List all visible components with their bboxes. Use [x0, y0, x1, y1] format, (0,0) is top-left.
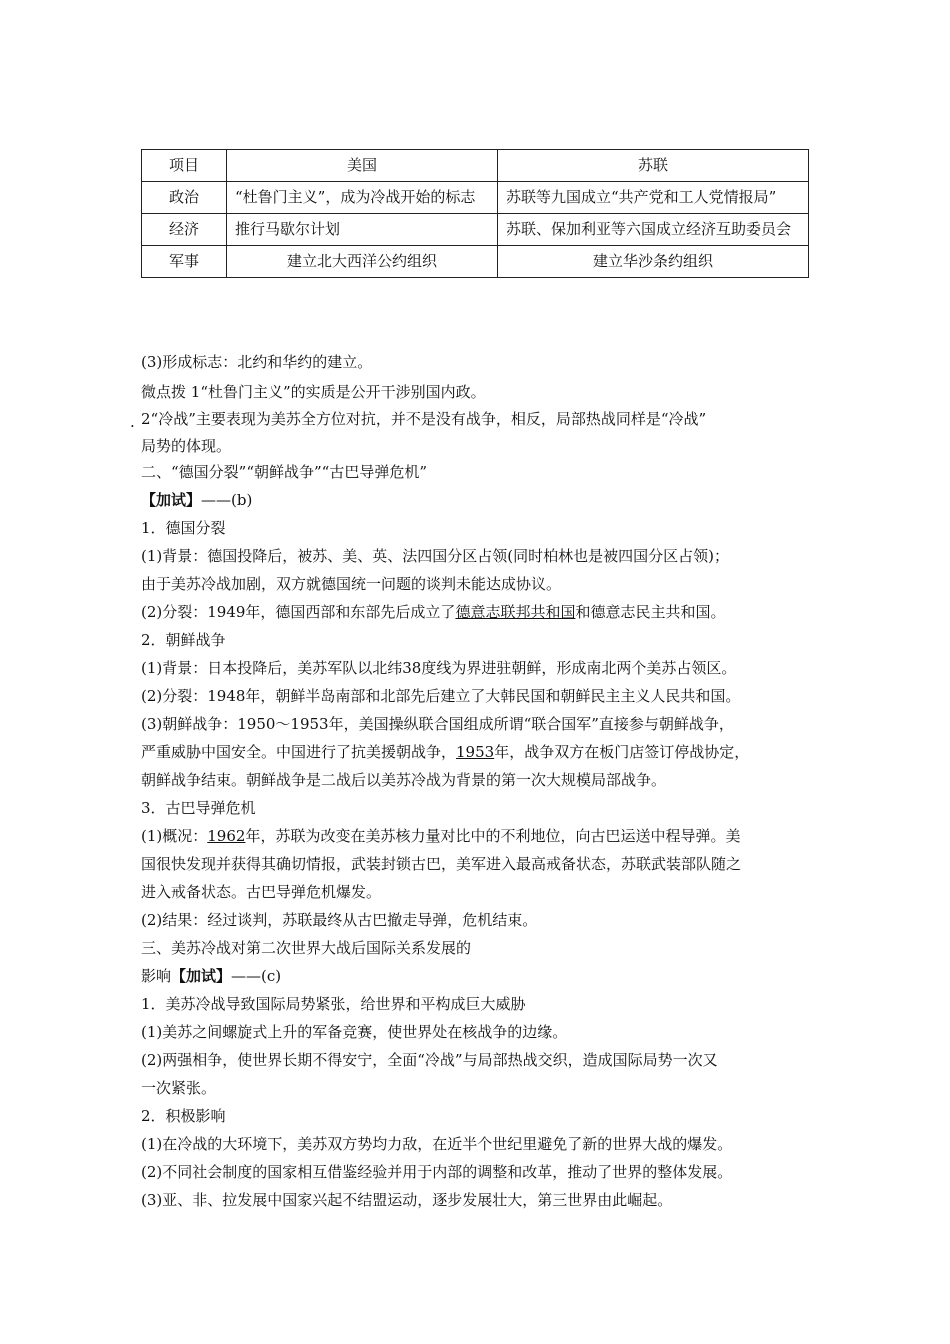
bullet-dot: . — [130, 413, 135, 431]
text-line: (1)在冷战的大环境下，美苏双方势均力敌，在近半个世纪里避免了新的世界大战的爆发。 — [141, 1135, 733, 1153]
subheading: 1．美苏冷战导致国际局势紧张，给世界和平构成巨大威胁 — [141, 995, 526, 1013]
row-ussr-cell: 苏联、保加利亚等六国成立经济互助委员会 — [498, 214, 809, 246]
text-line: (3)朝鲜战争：1950～1953年，美国操纵联合国组成所谓“联合国军”直接参与朝鲜战争， — [141, 715, 734, 733]
text-line: (3)形成标志：北约和华约的建立。 — [141, 353, 373, 371]
tip-label: 微点拨 — [141, 383, 187, 401]
text-line: 2“冷战”主要表现为美苏全方位对抗，并不是没有战争，相反，局部热战同样是“冷战” — [141, 410, 707, 428]
tip-number: 1 — [190, 383, 201, 401]
table-header-row — [142, 150, 809, 182]
text-line: 朝鲜战争结束。朝鲜战争是二战后以美苏冷战为背景的第一次大规模局部战争。 — [141, 771, 667, 789]
table-row — [142, 182, 809, 214]
text-line: 影响【加试】——(c) — [141, 967, 282, 985]
text-line: (2)两强相争，使世界长期不得安宁，全面“冷战”与局部热战交织，造成国际局势一次又 — [141, 1051, 718, 1069]
row-item-cell: 政治 — [142, 182, 227, 214]
text-line: 进入戒备状态。古巴导弹危机爆发。 — [141, 883, 382, 901]
table-row — [142, 214, 809, 246]
text-line: 严重威胁中国安全。中国进行了抗美援朝战争，1953年，战争双方在板门店签订停战协定， — [141, 743, 750, 761]
subheading: 2．积极影响 — [141, 1107, 226, 1125]
row-usa-cell: 推行马歇尔计划 — [227, 214, 498, 246]
text-line: (2)不同社会制度的国家相互借鉴经验并用于内部的调整和改革，推动了世界的整体发展。 — [141, 1163, 733, 1181]
text-line: 局势的体现。 — [141, 437, 232, 455]
comparison-table — [141, 149, 809, 278]
row-ussr-cell: 苏联等九国成立“共产党和工人党情报局” — [498, 182, 809, 214]
text-line: 由于美苏冷战加剧，双方就德国统一问题的谈判未能达成协议。 — [141, 575, 562, 593]
row-item-cell: 军事 — [142, 246, 227, 278]
text-line: 国很快发现并获得其确切情报，武装封锁古巴，美军进入最高戒备状态，苏联武装部队随之 — [141, 855, 742, 873]
subheading: 1．德国分裂 — [141, 519, 226, 537]
tag-label: 【加试】 — [171, 967, 232, 985]
underlined-year: 1953 — [456, 743, 495, 761]
text-line: 一次紧张。 — [141, 1079, 217, 1097]
text-line: (1)背景：日本投降后，美苏军队以北纬38度线为界进驻朝鲜，形成南北两个美苏占领区。 — [141, 659, 737, 677]
row-ussr-cell: 建立华沙条约组织 — [498, 246, 809, 278]
row-usa-cell: “杜鲁门主义”，成为冷战开始的标志 — [227, 182, 498, 214]
text-line: (1)背景：德国投降后，被苏、美、英、法四国分区占领(同时柏林也是被四国分区占领)； — [141, 547, 729, 565]
header-cell-item: 项目 — [142, 150, 227, 182]
text-line: 【加试】——(b) — [141, 491, 253, 509]
subheading: 2．朝鲜战争 — [141, 631, 226, 649]
header-cell-ussr: 苏联 — [498, 150, 809, 182]
underlined-year: 1962 — [207, 827, 246, 845]
section-heading: 三、美苏冷战对第二次世界大战后国际关系发展的 — [141, 939, 472, 957]
table-row — [142, 246, 809, 278]
section-heading: 二、“德国分裂”“朝鲜战争”“古巴导弹危机” — [141, 463, 428, 481]
underlined-term: 德意志联邦共和国 — [455, 603, 576, 621]
text-line: (3)亚、非、拉发展中国家兴起不结盟运动，逐步发展壮大，第三世界由此崛起。 — [141, 1191, 673, 1209]
header-cell-usa: 美国 — [227, 150, 498, 182]
subheading: 3．古巴导弹危机 — [141, 799, 256, 817]
text-line: (2)分裂：1949年，德国西部和东部先后成立了德意志联邦共和国和德意志民主共和国。 — [141, 603, 726, 621]
text-line: (1)美苏之间螺旋式上升的军备竞赛，使世界处在核战争的边缘。 — [141, 1023, 568, 1041]
row-item-cell: 经济 — [142, 214, 227, 246]
row-usa-cell: 建立北大西洋公约组织 — [227, 246, 498, 278]
text-line: 微点拨 1“杜鲁门主义”的实质是公开干涉别国内政。 — [141, 383, 486, 401]
text-line: (1)概况：1962年，苏联为改变在美苏核力量对比中的不利地位，向古巴运送中程导弹。美 — [141, 827, 741, 845]
tag-label: 【加试】 — [141, 491, 202, 509]
text-line: (2)结果：经过谈判，苏联最终从古巴撤走导弹，危机结束。 — [141, 911, 538, 929]
text-line: (2)分裂：1948年，朝鲜半岛南部和北部先后建立了大韩民国和朝鲜民主主义人民共和国。 — [141, 687, 741, 705]
